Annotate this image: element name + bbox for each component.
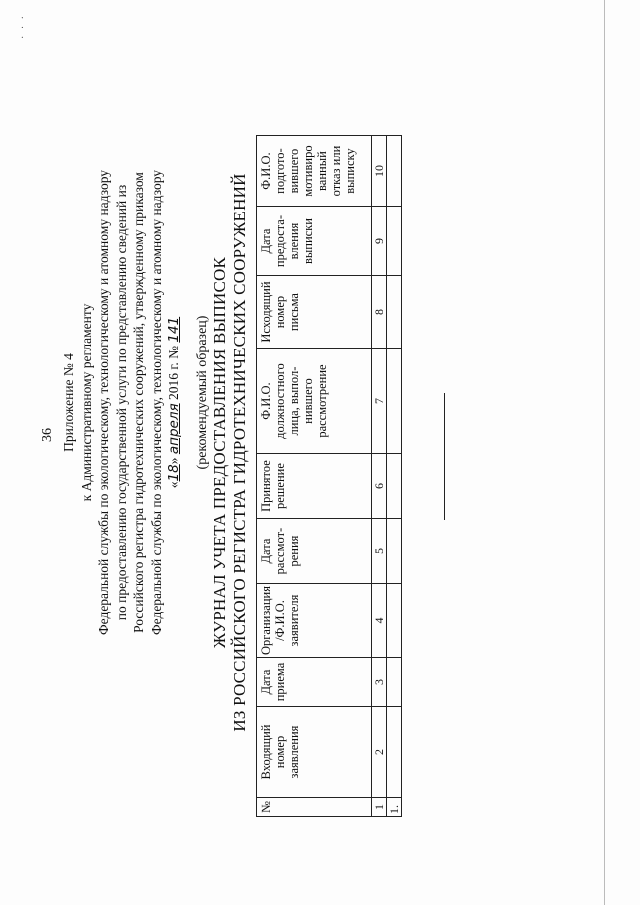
- header-cell: Организация /Ф.И.О. заявителя: [257, 584, 372, 658]
- table-cell: [387, 276, 402, 349]
- annex-line-6: Федеральной службы по экологическому, технологическому и атомному надзору: [148, 169, 164, 636]
- column-number: 9: [372, 207, 387, 276]
- header-row: [257, 136, 372, 817]
- sample-note: (рекомендуемый образец): [195, 315, 210, 470]
- title-line-1: ЖУРНАЛ УЧЕТА ПРЕДОСТАВЛЕНИЯ ВЫПИСОК: [210, 256, 229, 649]
- scan-marks: · · ·: [18, 14, 29, 39]
- column-number: 10: [372, 136, 387, 207]
- annex-line-2: к Административному регламенту: [78, 303, 94, 502]
- date-year: 2016 г. №: [166, 342, 181, 404]
- annex-line-5: Российского регистра гидротехнических сооружений, утвержденному приказом: [131, 172, 146, 633]
- annex-line-3: Федеральной службы по экологическому, технологическому и атомному надзору: [96, 169, 111, 636]
- annex-line-4: по предоставлению государственной услуги по представлению сведений из: [113, 184, 129, 621]
- column-number: 6: [372, 454, 387, 519]
- column-number: 8: [372, 276, 387, 349]
- date-month: апреля: [166, 403, 182, 455]
- column-number: 2: [372, 707, 387, 798]
- header-cell: Дата приема: [257, 658, 372, 707]
- table-cell: [387, 519, 402, 584]
- annex-line-1: Приложение № 4: [61, 353, 76, 452]
- table-cell: [387, 136, 402, 207]
- page-number: 36: [40, 428, 55, 442]
- annex-header: [60, 0, 184, 905]
- header-cell: Дата рассмот-рения: [257, 519, 372, 584]
- table-cell: [387, 454, 402, 519]
- date-day: 18: [166, 464, 182, 482]
- column-number: 3: [372, 658, 387, 707]
- annex-line-7: [165, 0, 184, 905]
- date-close-quote: »: [166, 457, 181, 465]
- header-cell: Исходящий номер письма: [257, 276, 372, 349]
- column-number-row: [372, 136, 387, 817]
- header-cell: Принятое решение: [257, 454, 372, 519]
- header-cell: №: [257, 798, 372, 817]
- table-row: [387, 136, 402, 817]
- column-number: 1: [372, 798, 387, 817]
- column-number: 5: [372, 519, 387, 584]
- table-cell: [387, 207, 402, 276]
- table-cell: [387, 584, 402, 658]
- journal-title: [210, 0, 250, 905]
- column-number: 7: [372, 349, 387, 454]
- header-cell: Ф.И.О. должностного лица, выпол-нившего рассмотрение: [257, 349, 372, 454]
- table-cell: [387, 707, 402, 798]
- journal-table: [256, 135, 402, 817]
- header-cell: Ф.И.О. подгото-вившего мотивиро ванный отказ или выписку: [257, 136, 372, 207]
- scan-edge-line: [604, 0, 605, 905]
- title-line-2: ИЗ РОССИЙСКОГО РЕГИСТРА ГИДРОТЕХНИЧЕСКИХ СООРУЖЕНИЙ: [230, 173, 249, 732]
- table-cell: [387, 658, 402, 707]
- row-index: 1.: [387, 798, 402, 817]
- header-cell: Дата предоста-вления выписки: [257, 207, 372, 276]
- header-cell: Входящий номер заявления: [257, 707, 372, 798]
- column-number: 4: [372, 584, 387, 658]
- table-cell: [387, 349, 402, 454]
- date-open-quote: «: [166, 481, 181, 489]
- signature-line: [444, 393, 445, 520]
- order-number: 141: [166, 316, 182, 343]
